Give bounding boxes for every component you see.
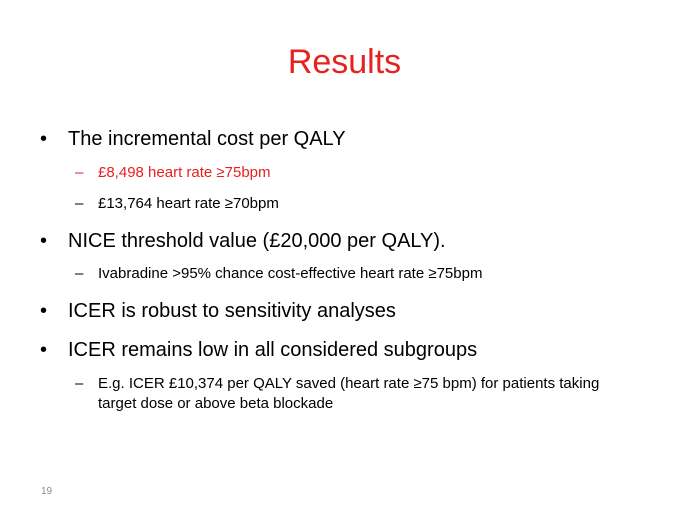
bullet-marker: • bbox=[40, 230, 48, 252]
sub-bullet-marker: – bbox=[75, 265, 84, 282]
sub-bullet-marker: – bbox=[75, 195, 84, 212]
sub-bullet-text: £13,764 heart rate ≥70bpm bbox=[98, 195, 279, 212]
sub-bullet-marker: – bbox=[75, 375, 84, 392]
sub-bullet-marker: – bbox=[75, 164, 84, 181]
bullet-marker: • bbox=[40, 300, 48, 322]
bullet-marker: • bbox=[40, 128, 48, 150]
bullet-text: ICER is robust to sensitivity analyses bbox=[68, 300, 396, 322]
sub-bullet-text: E.g. ICER £10,374 per QALY saved (heart rate ≥75 bpm) for patients taking target dose or above beta blockade bbox=[98, 375, 600, 412]
bullet-text: NICE threshold value (£20,000 per QALY). bbox=[68, 230, 446, 252]
page-number: 19 bbox=[41, 486, 53, 497]
sub-bullet-text: £8,498 heart rate ≥75bpm bbox=[98, 164, 271, 181]
slide-title: Results bbox=[287, 43, 402, 81]
sub-bullet-text: Ivabradine >95% chance cost-effective heart rate ≥75bpm bbox=[98, 265, 483, 282]
bullet-marker: • bbox=[40, 339, 48, 361]
bullet-text: The incremental cost per QALY bbox=[68, 128, 346, 150]
bullet-text: ICER remains low in all considered subgroups bbox=[68, 339, 478, 361]
